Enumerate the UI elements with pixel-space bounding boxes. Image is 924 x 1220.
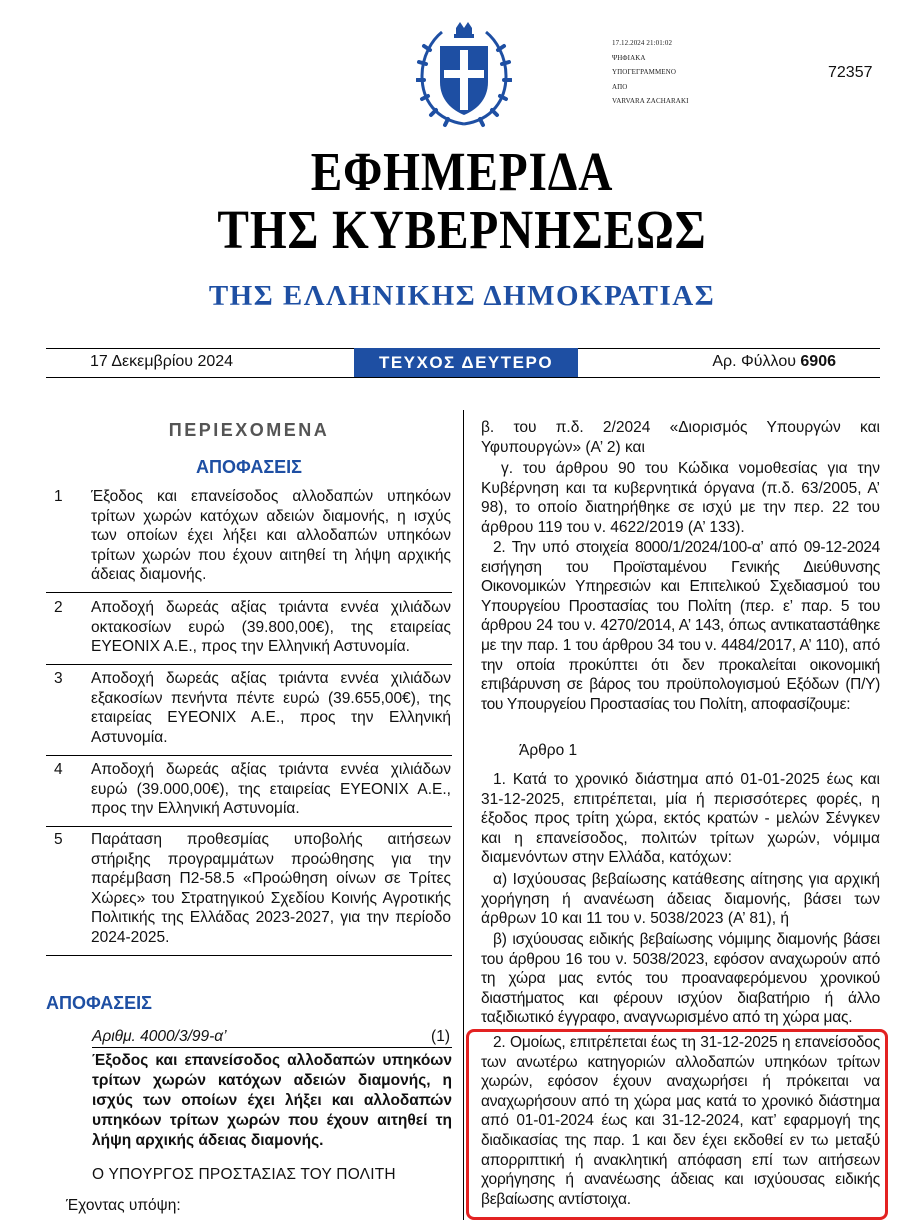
digital-signature-stamp	[612, 36, 689, 109]
toc-item[interactable]	[46, 598, 452, 665]
toc-item-number: 4	[54, 761, 63, 778]
decision-ref: (1)	[431, 1028, 450, 1045]
toc-item-text: Αποδοχή δωρεάς αξίας τριάντα εννέα χιλιάδων οκτακοσίων ευρώ (39.800,00€), της εταιρείας ΕΥΕΟΝΙΧ Α.Ε., προς την Ελληνική Αστυνομία.	[91, 599, 451, 656]
sheet-number-value: 6906	[800, 353, 836, 370]
article-paragraph-1: 1. Κατά το χρονικό διάστημα από 01-01-2025 έως και 31-12-2025, επιτρέπεται, μία ή περισσότερες φορές, η έξοδος προς τρίτη χώρα, εκτός κρατών - μελών Σένγκεν και η επανείσοδος, πολιτών τρίτων χωρών, νόμιμα διαμενόντων στην Ελλάδα, κατόχων:	[481, 771, 880, 867]
toc-item[interactable]	[46, 487, 452, 593]
gazette-subtitle: ΤΗΣ ΕΛΛΗΝΙΚΗΣ ΔΗΜΟΚΡΑΤΙΑΣ	[208, 280, 716, 312]
toc-item-number: 2	[54, 599, 63, 616]
signature-line: ΨΗΦΙΑΚΑ	[612, 53, 646, 62]
sheet-number	[712, 353, 836, 371]
decisions-heading: ΑΠΟΦΑΣΕΙΣ	[46, 993, 152, 1013]
coat-of-arms-emblem	[416, 20, 512, 130]
minister-heading: Ο ΥΠΟΥΡΓΟΣ ΠΡΟΣΤΑΣΙΑΣ ΤΟΥ ΠΟΛΙΤΗ	[92, 1166, 396, 1183]
issue-badge: ΤΕΥΧΟΣ ΔΕΥΤΕΡΟ	[354, 348, 578, 377]
paragraph-c: γ. του άρθρου 90 του Κώδικα νομοθεσίας για την Κυβέρνηση και τα κυβερνητικά όργανα (π.δ. 63/2005, Α’ 98), το οποίο διατηρήθηκε σε ισχύ με την περ. 22 του άρθρου 119 του ν. 4622/2019 (Α’ 133).	[481, 460, 880, 536]
contents-section-heading: ΑΠΟΦΑΣΕΙΣ	[196, 457, 302, 477]
signature-line: 17.12.2024 21:01:02	[612, 39, 673, 47]
decision-number-line	[92, 1028, 452, 1048]
signature-line: ΥΠΟΓΕΓΡΑΜΜΕΝΟ	[612, 68, 676, 76]
sheet-code: 72357	[828, 64, 873, 81]
article-paragraph-2: 2. Ομοίως, επιτρέπεται έως τη 31-12-2025 η επανείσοδος των ανωτέρω κατηγοριών αλλοδαπών υπηκόων τρίτων χωρών, εφόσον έχουν αναχωρήσει ή πρόκειται να αναχωρήσουν από τη χώρα μας κατά το χρονικό διάστημα από 01-01-2024 έως και 31-12-2024, κατ’ εφαρμογή της διαδικασίας της παρ. 1 και δεν έχει εκδοθεί εν τω μεταξύ απορριπτική ή ανακλητική απόφαση επί των αιτήσεων χορήγησης ή ανανέωσης άδειας και ισχύουσας ειδικής βεβαίωσης αντίστοιχα.	[481, 1034, 880, 1208]
signature-line: VARVARA ZACHARAKI	[612, 97, 689, 105]
issue-date: 17 Δεκεμβρίου 2024	[90, 353, 234, 370]
paragraph-2: 2. Την υπό στοιχεία 8000/1/2024/100-α’ από 09-12-2024 εισήγηση του Προϊσταμένου Γενικής Διεύθυνσης Οικονομικών Υπηρεσιών και Επιτελικού Σχεδιασμού του Υπουργείου Προστασίας του Πολίτη (περ. ε’ παρ. 5 του άρθρου 24 του ν. 4270/2014, Α’ 143, όπως αντικαταστάθηκε με την παρ. 1 του άρθρου 34 του ν. 4484/2017, Α’ 110), από την οποία προκύπτει ότι δεν προκαλείται οικονομική επιβάρυνση σε βάρος του προϋπολογισμού Εξόδων (Π/Υ) του Υπουργείου Προστασίας του Πολίτη, αποφασίζουμε:	[481, 539, 880, 713]
column-divider	[463, 410, 464, 1220]
article-title: Άρθρο 1	[519, 742, 578, 759]
decision-number: Αριθμ. 4000/3/99-α’	[92, 1028, 227, 1045]
decision-title: Έξοδος και επανείσοδος αλλοδαπών υπηκόων τρίτων χωρών κατόχων αδειών διαμονής, η ισχύς των οποίων έχει λήξει και αλλοδαπών υπηκόων τρίτων χωρών που έχουν αιτηθεί τη λήψη αρχικής άδειας διαμονής.	[92, 1052, 452, 1149]
toc-item-text: Παράταση προθεσμίας υποβολής αιτήσεων στήριξης προγραμμάτων προώθησης για την παρέμβαση Π2-58.5 «Προώθηση οίνων σε Τρίτες Χώρες» του Στρατηγικού Σχεδίου Κοινής Αγροτικής Πολιτικής της Ελλάδας 2023-2027, για την περίοδο 2024-2025.	[91, 831, 451, 946]
gazette-title-line2: ΤΗΣ ΚΥΒΕΡΝΗΣΕΩΣ	[217, 199, 707, 260]
toc-item[interactable]	[46, 669, 452, 756]
signature-line: ΑΠΟ	[612, 82, 628, 91]
paragraph-b: β. του π.δ. 2/2024 «Διορισμός Υπουργών και Υφυπουργών» (Α’ 2) και	[481, 419, 880, 456]
article-item-b: β) ισχύουσας ειδικής βεβαίωσης νόμιμης διαμονής βάσει του άρθρου 16 του ν. 5038/2023, εφόσον αναχωρούν από τη χώρα μας εντός του προαναφερόμενου χρονικού διαστήματος και φέρουν ισχύον διαβατήριο ή άλλο ταξιδιωτικό έγγραφο, αναγνωρισμένο από τη χώρα μας.	[481, 931, 880, 1027]
toc-item-text: Αποδοχή δωρεάς αξίας τριάντα εννέα χιλιάδων ευρώ (39.000,00€), της εταιρείας ΕΥΕΟΝΙΧ Α.Ε., προς την Ελληνική Αστυνομία.	[91, 761, 451, 818]
toc-item-number: 1	[54, 488, 63, 505]
toc-item[interactable]	[46, 830, 452, 956]
toc-item-number: 5	[54, 831, 63, 848]
masthead-bar	[46, 348, 880, 378]
sheet-number-label: Αρ. Φύλλου	[712, 353, 801, 370]
toc-item-text: Αποδοχή δωρεάς αξίας τριάντα εννέα χιλιάδων εξακοσίων πενήντα πέντε ευρώ (39.655,00€), της εταιρείας ΕΥΕΟΝΙΧ Α.Ε., προς την Ελληνική Αστυνομία.	[91, 670, 451, 746]
toc-item-text: Έξοδος και επανείσοδος αλλοδαπών υπηκόων τρίτων χωρών κατόχων αδειών διαμονής, η ισχύς των οποίων έχει λήξει και αλλοδαπών υπηκόων τρίτων χωρών που έχουν αιτηθεί τη λήψη αρχικής άδειας διαμονής.	[91, 488, 451, 584]
article-item-a: α) Ισχύουσας βεβαίωσης κατάθεσης αίτησης για αρχική χορήγηση ή ανανέωση άδειας διαμονής, βάσει των άρθρων 10 και 11 του ν. 5038/2023 (Α’ 81), ή	[481, 871, 880, 928]
contents-title: ΠΕΡΙΕΧΟΜΕΝΑ	[168, 420, 330, 440]
highlight-box	[466, 1029, 888, 1220]
gazette-title-line1: ΕΦΗΜΕΡΙΔΑ	[310, 141, 614, 202]
toc-item-number: 3	[54, 670, 63, 687]
considering-label: Έχοντας υπόψη:	[66, 1197, 181, 1214]
toc-item[interactable]	[46, 760, 452, 827]
